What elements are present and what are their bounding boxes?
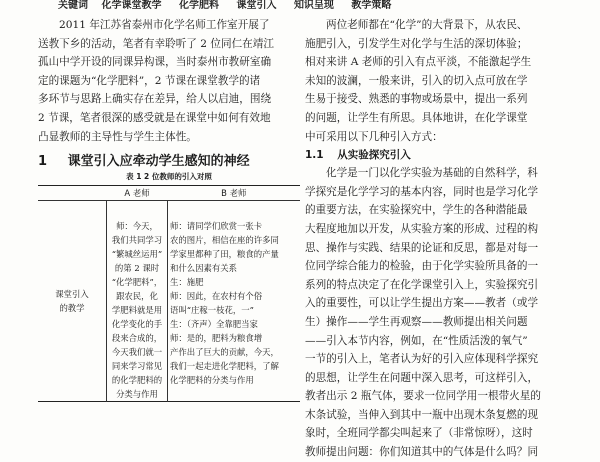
- table-caption: 表 1 2 位教师的引入对照: [126, 172, 212, 182]
- cell-line: 同来学习常见: [111, 361, 163, 372]
- cell-line: 和什么因素有关系: [170, 263, 237, 274]
- cell-line: 语叫“庄稼一枝花，一”: [170, 305, 254, 316]
- text-line: 木条试验，当伸入到其中一瓶中出现木条复燃的现: [305, 408, 539, 421]
- cell-line: 师：因此，在农村有个俗: [170, 291, 263, 302]
- cell-line: 段来合成的，: [111, 333, 163, 344]
- body-paragraph: [305, 164, 591, 462]
- cell-line: 师：是的，肥料为粮食增: [170, 333, 263, 344]
- table-row: [38, 201, 300, 402]
- text-line: 2 节课，笔者很深的感受就是在课堂中如何有效地: [38, 111, 271, 124]
- cell-line: 生：施肥: [170, 277, 204, 288]
- row-label: 课堂引入 的教学: [55, 289, 89, 314]
- text-line: 一节的引入上，笔者认为好的引入应体现科学探究: [305, 353, 539, 366]
- text-line: 送教下乡的活动，笔者有幸聆听了 2 位同仁在靖江: [38, 37, 274, 50]
- cell-line: 农的图片，相信在座的许多同: [170, 235, 279, 246]
- subsection-heading: [305, 146, 591, 164]
- cell-line: 我们一起走进化学肥料，了解: [170, 361, 279, 372]
- text-line: 生易于接受、熟悉的事物或场景中，提出一系列: [305, 93, 528, 106]
- text-line: 施肥引入，引发学生对化学与生活的深切体验；: [305, 37, 528, 50]
- text-line: 2011 年江苏省泰州市化学名师工作室开展了: [59, 19, 270, 31]
- left-column: [38, 16, 300, 402]
- text-line: 教者出示 2 瓶气体，要求一位同学用一根带火星的: [305, 390, 541, 403]
- cell-line: 化学肥料的分类与作用: [170, 375, 254, 386]
- text-line: 未知的波澜，一般来讲，引入的切入点可放在学: [305, 74, 528, 87]
- text-line: 相对来讲 A 老师的引入有点平淡，不能激起学生: [305, 56, 532, 69]
- text-line: 定的课题为“化学肥料”，2 节课在课堂教学的诸: [38, 74, 261, 87]
- cell-line: 学肥料就是用: [111, 305, 163, 316]
- cell-line: 分类与作用: [116, 389, 158, 400]
- row-label-cell: [38, 201, 107, 402]
- cell-line: 师：今天，: [116, 221, 158, 232]
- table-header-cell: A 老师: [107, 186, 168, 201]
- keywords-label: 关键词: [58, 0, 88, 10]
- cell-line: “化学肥料”，: [111, 277, 163, 288]
- cell-line: 我们共同学习: [111, 235, 163, 246]
- table-header-cell: B 老师: [168, 186, 301, 201]
- cell-line: 的第 2 课时: [114, 263, 160, 274]
- section-number: 1: [38, 154, 48, 170]
- analysis-paragraph: [305, 16, 591, 146]
- cell-line: 产作出了巨大的贡献，今天，: [170, 347, 279, 358]
- cell-line: 师：请同学们欣赏一张卡: [170, 221, 263, 232]
- text-line: 位同学综合能力的检验，由于化学实验所具备的一: [305, 260, 539, 273]
- text-line: 的重要方法，在实验探究中，学生的各种潜能最: [305, 204, 528, 217]
- text-line: 孤山中学开设的同课异构课，当时泰州市教研室确: [38, 56, 272, 69]
- intro-paragraph: [38, 16, 300, 146]
- section-title: 课堂引入应牵动学生感知的神经: [67, 154, 250, 170]
- keyword: 课堂引入: [236, 0, 277, 10]
- text-line: 系列的特点决定了在化学课堂引入上，实验探究引: [305, 278, 539, 291]
- text-line: 入的重要性，可以让学生提出方案——教者（或学: [305, 297, 539, 310]
- text-line: 象时，全班同学都尖叫起来了（非常惊呀），这时: [305, 427, 533, 440]
- keyword: 化学课堂教学: [101, 0, 162, 10]
- keyword: 化学肥料: [178, 0, 219, 10]
- text-line: 大程度地加以开发，从实验方案的形成、过程的构: [305, 222, 539, 235]
- text-line: 两位老师都在“化学”的大背景下，从农民、: [326, 19, 528, 31]
- teacher-a-cell: [107, 201, 168, 402]
- cell-line: 生：（齐声）全靠肥当家: [170, 319, 258, 330]
- text-line: ——引入本节内容，例如，在“性质活泼的氧气”: [305, 334, 528, 347]
- comparison-table: [38, 185, 300, 402]
- text-line: 学探究是化学学习的基本内容，同时也是学习化学: [305, 185, 539, 198]
- text-line: 化学是一门以化学实验为基础的自然科学，科: [326, 167, 538, 180]
- text-line: 中可采用以下几种引入方式：: [305, 130, 443, 143]
- subsection-number: 1.1: [305, 149, 324, 162]
- cell-line: 的化学肥料的: [111, 375, 163, 386]
- cell-line: 今天我们就一: [111, 347, 163, 358]
- cell-line: 学家里都种了田，粮食的产量: [170, 249, 279, 260]
- table-header-cell: [38, 186, 107, 201]
- cell-line: 跟农民，化: [116, 291, 158, 302]
- teacher-b-cell: [168, 201, 301, 402]
- text-line: 的问题，让学生有所思。具体地讲，在化学课堂: [305, 111, 528, 124]
- text-line: 的思想，让学生在问题中深入思考，可这样引入，: [305, 371, 539, 384]
- keyword: 教学策略: [351, 0, 392, 10]
- text-line: 教师提出问题：你们知道其中的气体是什么吗？同: [305, 446, 539, 459]
- text-line: 多环节与思路上确实存在差异，给人以启迪，围绕: [38, 93, 272, 106]
- text-line: 生）操作——学生再观察——教师提出相关问题: [305, 315, 528, 328]
- keyword: 知识呈现: [293, 0, 334, 10]
- table-header-row: [38, 186, 300, 201]
- text-line: 凸显教师的主导性与学生主体性。: [38, 130, 197, 143]
- section-heading: [38, 150, 300, 169]
- cell-line: 化学变化的手: [111, 319, 163, 330]
- right-column: [305, 16, 591, 462]
- text-line: 思、操作与实践、结果的论证和反思，都是对每一: [305, 241, 539, 254]
- cell-line: “繁城丝运用”: [111, 249, 163, 260]
- subsection-title: 从实验探究引入: [337, 149, 411, 162]
- keywords-line: [58, 0, 578, 10]
